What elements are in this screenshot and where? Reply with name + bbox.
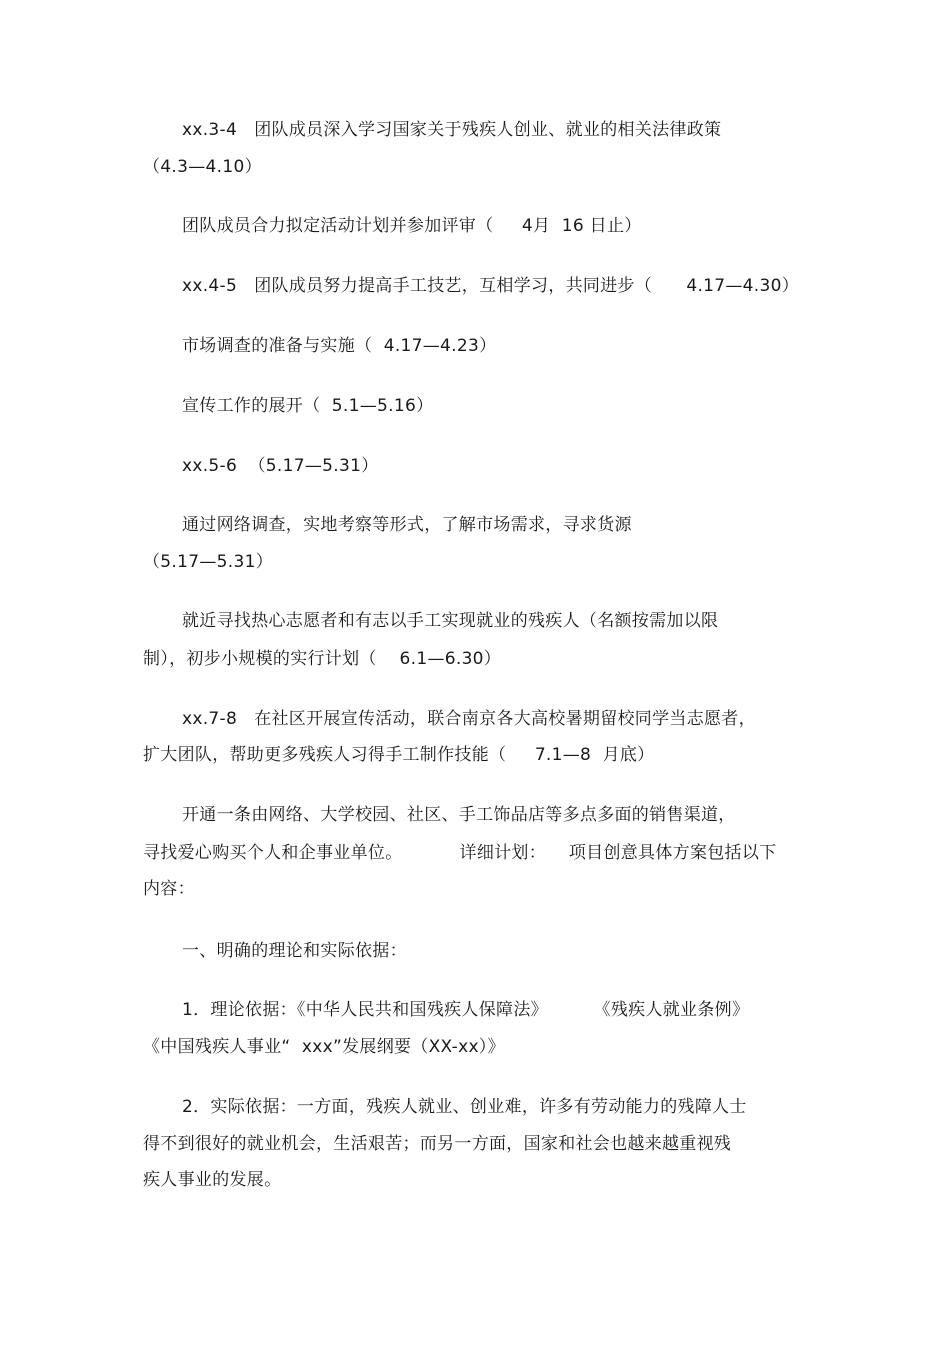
paragraph-8-line-1: 就近寻找热心志愿者和有志以手工实现就业的残疾人（名额按需加以限: [182, 611, 719, 631]
paragraph-6: xx.5-6 （5.17—5.31）: [182, 456, 379, 476]
paragraph-10-line-3: 内容：: [143, 879, 195, 899]
paragraph-1-line-1: xx.3-4 团队成员深入学习国家关于残疾人创业、就业的相关法律政策: [182, 120, 722, 140]
paragraph-7-line-2: （5.17—5.31）: [143, 552, 274, 572]
paragraph-13-line-1: 2．实际依据：一方面，残疾人就业、创业难，许多有劳动能力的残障人士: [182, 1097, 747, 1117]
paragraph-5: 宣传工作的展开（ 5.1—5.16）: [182, 396, 434, 416]
paragraph-2: 团队成员合力拟定活动计划并参加评审（ 4月 16 日止）: [182, 216, 642, 236]
paragraph-10-line-1: 开通一条由网络、大学校园、社区、手工饰品店等多点多面的销售渠道，: [182, 805, 736, 825]
paragraph-12-line-1: 1．理论依据：《中华人民共和国残疾人保障法》 《残疾人就业条例》: [182, 1000, 750, 1020]
paragraph-9-line-1: xx.7-8 在社区开展宣传活动，联合南京各大高校暑期留校同学当志愿者，: [182, 709, 756, 729]
paragraph-13-line-2: 得不到很好的就业机会，生活艰苦；而另一方面，国家和社会也越来越重视残: [143, 1134, 732, 1154]
paragraph-4: 市场调查的准备与实施（ 4.17—4.23）: [182, 336, 497, 356]
paragraph-3: xx.4-5 团队成员努力提高手工技艺，互相学习，共同进步（ 4.17—4.30）: [182, 276, 800, 296]
paragraph-13-line-3: 疾人事业的发展。: [143, 1170, 282, 1190]
paragraph-8-line-2: 制），初步小规模的实行计划（ 6.1—6.30）: [143, 649, 502, 669]
paragraph-1-line-2: （4.3—4.10）: [143, 157, 262, 177]
paragraph-7-line-1: 通过网络调查，实地考察等形式，了解市场需求，寻求货源: [182, 515, 632, 535]
section-heading: 一、明确的理论和实际依据：: [182, 941, 407, 961]
paragraph-9-line-2: 扩大团队，帮助更多残疾人习得手工制作技能（ 7.1—8 月底）: [143, 745, 655, 765]
paragraph-10-line-2: 寻找爱心购买个人和企事业单位。 详细计划： 项目创意具体方案包括以下: [143, 843, 777, 863]
paragraph-12-line-2: 《中国残疾人事业“ xxx”发展纲要（XX-xx）》: [143, 1037, 505, 1057]
